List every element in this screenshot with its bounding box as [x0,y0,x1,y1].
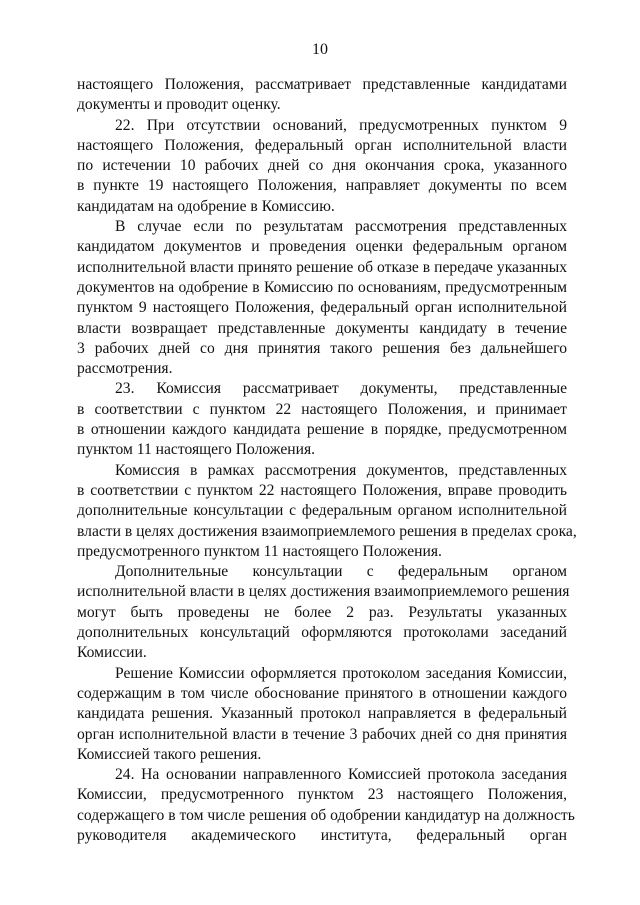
text-line: исполнительной власти принято решение об отказе в передаче указанных [77,258,567,276]
text-line: 3 рабочих дней со дня принятия такого решения без дальнейшего [77,339,567,357]
text-line: содержащего в том числе решения об одобрении кандидатур на должность [77,806,575,824]
text-line: предусмотренного пунктом 11 настоящего Положения. [77,542,442,560]
text-line: Комиссией такого решения. [77,745,262,763]
text-line: в пункте 19 настоящего Положения, направляет документы по всем [77,177,567,195]
text-line: в отношении каждого кандидата решение в порядке, предусмотренном [77,421,567,439]
text-line: орган исполнительной власти в течение 3 рабочих дней со дня принятия [77,725,567,743]
text-line: содержащим в том числе обоснование принятого в отношении каждого [77,684,567,702]
document-body [77,75,577,846]
text-line: 23. Комиссия рассматривает документы, представленные [115,380,567,398]
text-line: Комиссии, предусмотренного пунктом 23 настоящего Положения, [77,786,567,804]
text-line: кандидатам на одобрение в Комиссию. [77,197,335,215]
paragraph [77,379,567,460]
text-line: в соответствии с пунктом 22 настоящего Положения, и принимает [77,400,567,418]
paragraph [77,461,577,562]
paragraph [77,664,567,765]
text-line: руководителя академического института, федеральный орган [77,826,567,844]
paragraph [77,116,567,217]
text-line: по истечении 10 рабочих дней со дня окончания срока, указанного [77,157,567,175]
text-line: документов на одобрение в Комиссию по основаниям, предусмотренным [77,278,567,296]
text-line: дополнительных консультаций оформляются протоколами заседаний [77,624,567,642]
text-line: исполнительной власти в целях достижения взаимоприемлемого решения [77,583,570,601]
paragraph [77,217,567,379]
text-line: кандидатом документов и проведения оценки федеральным органом [77,238,567,256]
text-line: Комиссии. [77,644,147,662]
text-line: В случае если по результатам рассмотрения представленных [115,218,567,236]
text-line: Дополнительные консультации с федеральным органом [115,563,567,581]
page-number: 10 [312,41,328,58]
text-line: пунктом 9 настоящего Положения, федеральный орган исполнительной [77,299,567,317]
text-line: власти возвращает представленные документы кандидату в течение [77,319,567,337]
text-line: документы и проводит оценку. [77,96,281,114]
text-line: дополнительные консультации с федеральным органом исполнительной [77,502,567,520]
text-line: в соответствии с пунктом 22 настоящего Положения, вправе проводить [77,481,567,499]
text-line: могут быть проведены не более 2 раз. Результаты указанных [77,603,567,621]
text-line: власти в целях достижения взаимоприемлемого решения в пределах срока, [77,522,577,540]
paragraph [77,75,567,116]
text-line: настоящего Положения, федеральный орган исполнительной власти [77,136,567,154]
text-line: пунктом 11 настоящего Положения. [77,441,316,459]
text-line: 22. При отсутствии оснований, предусмотренных пунктом 9 [115,116,567,134]
paragraph [77,562,570,663]
text-line: рассмотрения. [77,360,173,378]
paragraph [77,765,575,846]
text-line: настоящего Положения, рассматривает представленные кандидатами [77,76,567,93]
text-line: кандидата решения. Указанный протокол направляется в федеральный [77,705,567,723]
text-line: Комиссия в рамках рассмотрения документов, представленных [115,461,567,479]
text-line: Решение Комиссии оформляется протоколом заседания Комиссии, [115,664,567,682]
text-line: 24. На основании направленного Комиссией протокола заседания [115,766,567,784]
